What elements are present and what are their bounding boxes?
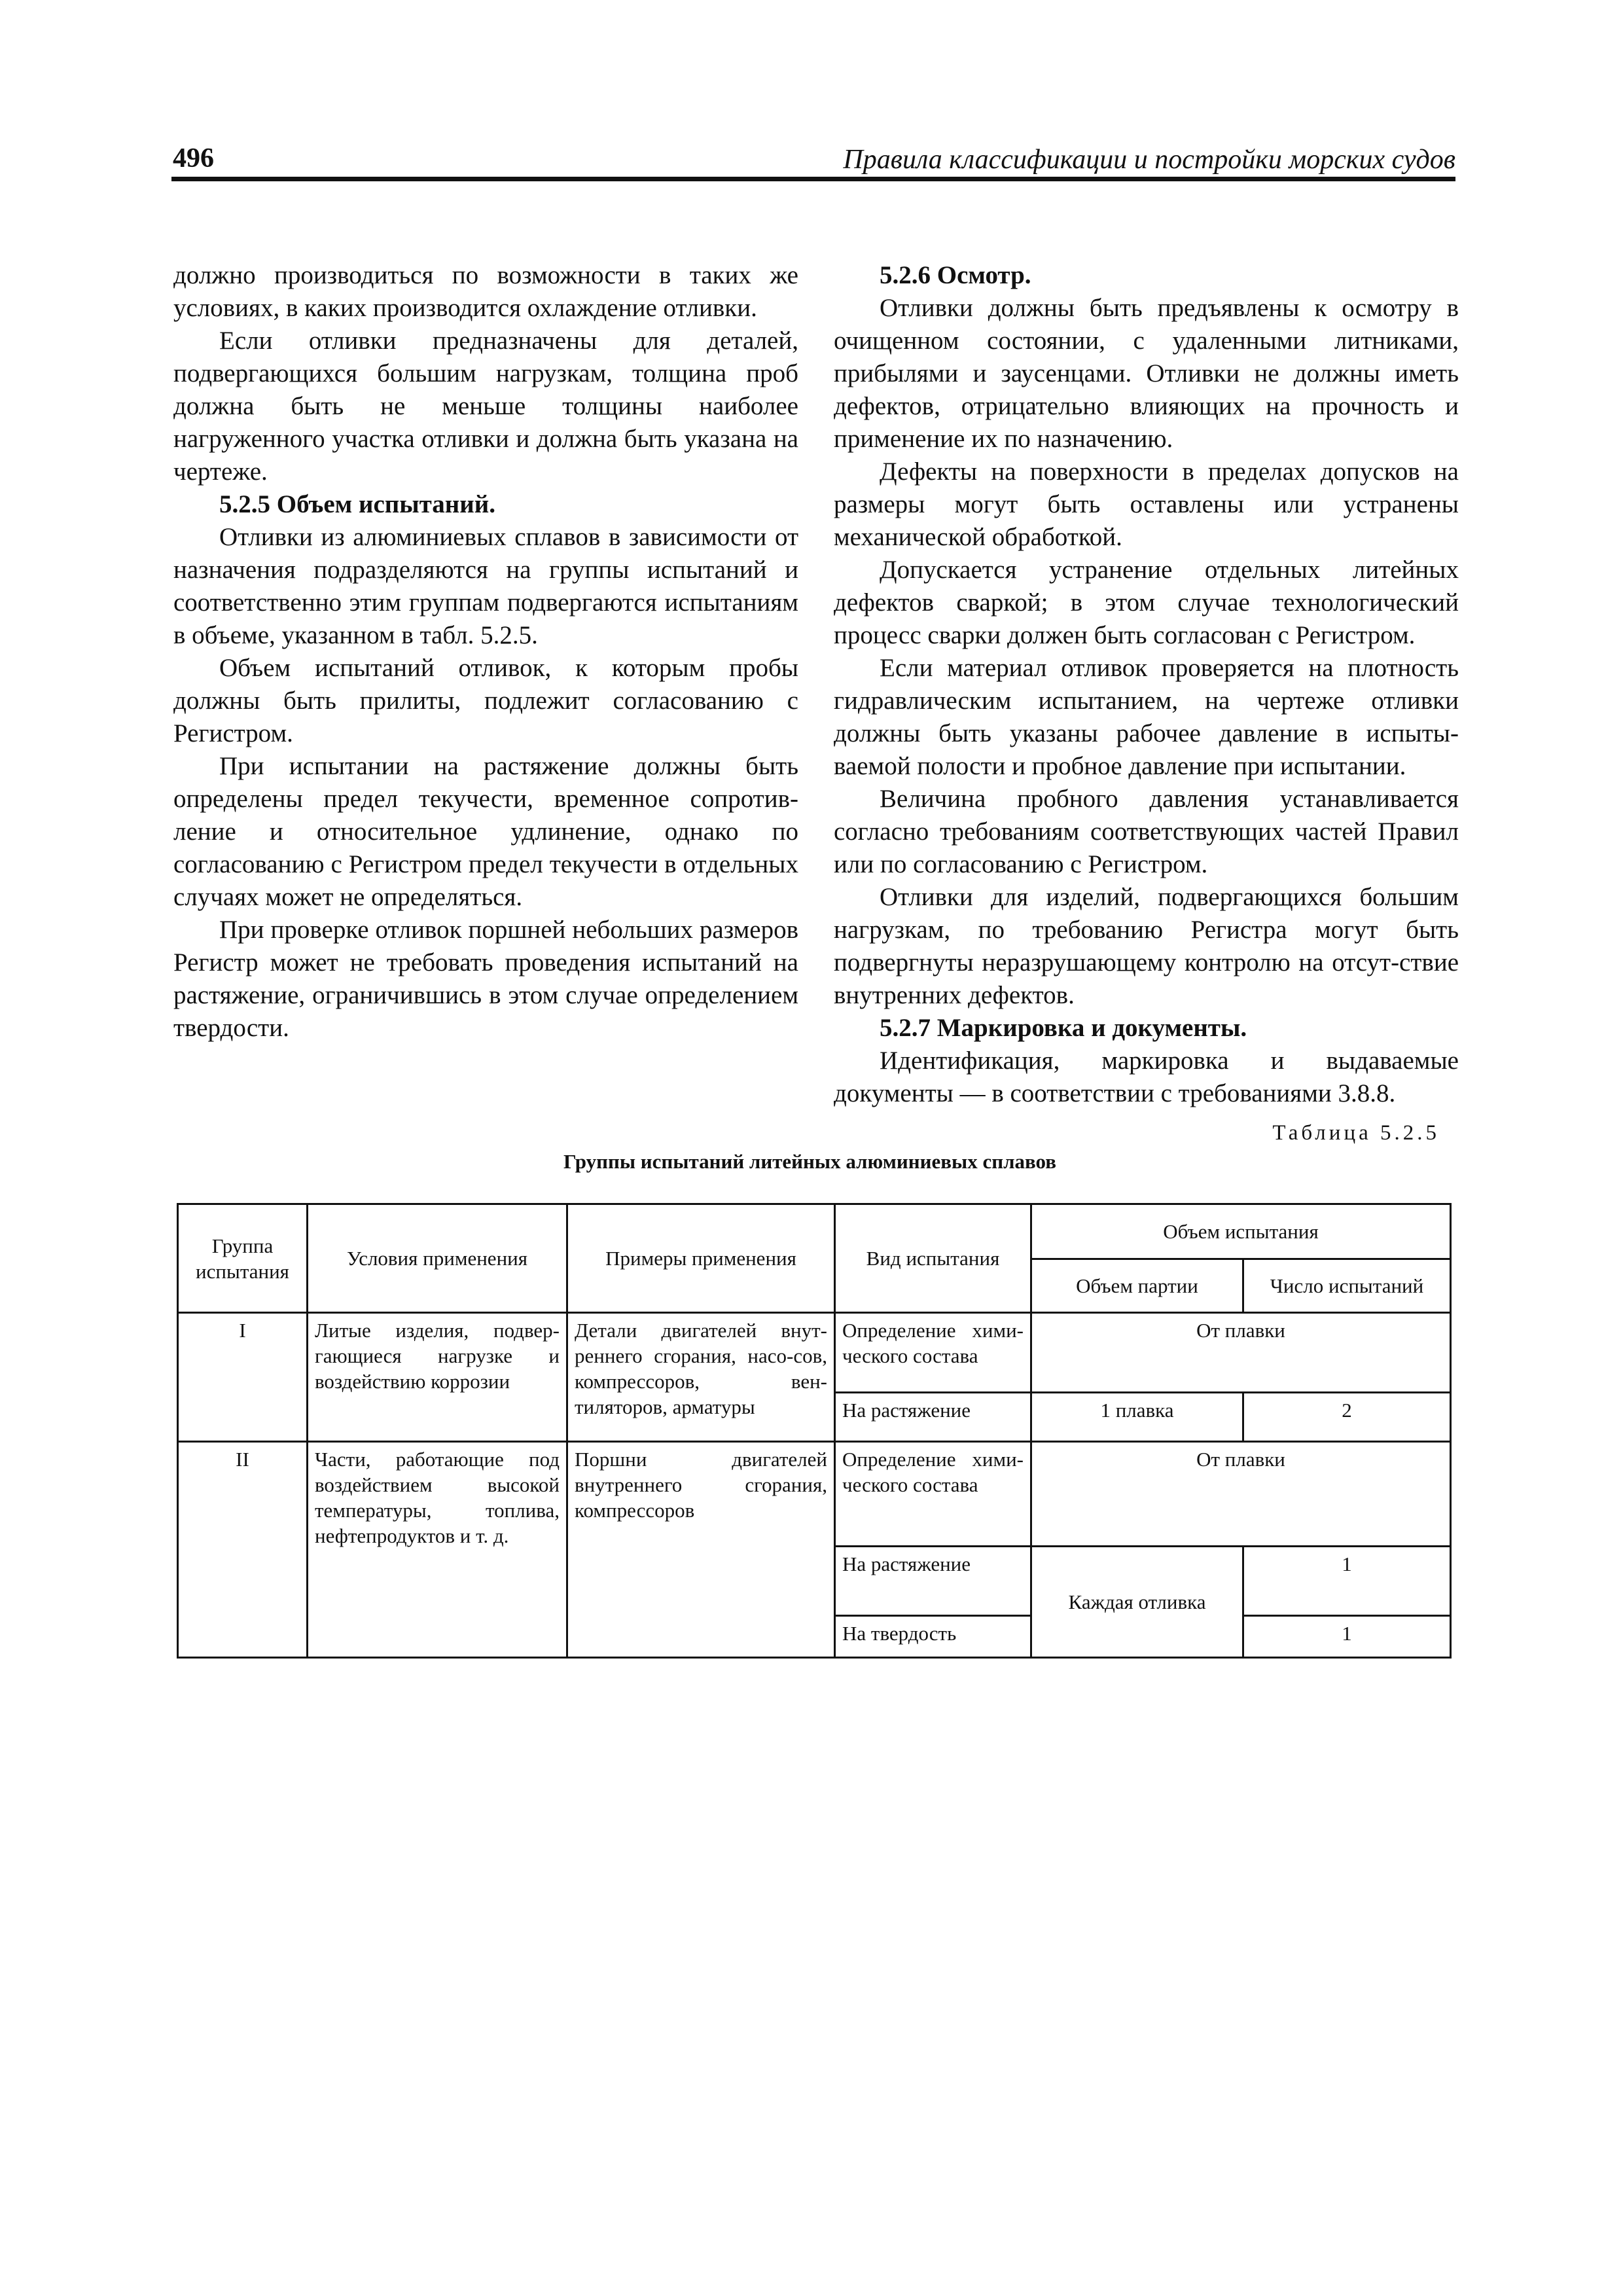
scope-cell: От плавки: [1031, 1313, 1451, 1393]
header-test-type: Вид испытания: [835, 1204, 1031, 1313]
right-column: [834, 259, 1459, 1110]
test-type-cell: На растяжение: [835, 1393, 1031, 1442]
paragraph: При проверке отливок поршней небольших размеров Регистр может не требовать проведения испытаний на растяжение, ограничившись в этом случае определением твердости.: [173, 916, 798, 1042]
paragraph: При испытании на растяжение должны быть определены предел текучести, временное сопротив-ление и относительное удлинение, однако по согласованию с Регистром предел текучести в отдельных случаях может не определяться.: [173, 752, 798, 911]
section-heading-5-2-7: 5.2.7 Маркировка и документы.: [880, 1014, 1247, 1042]
batch-cell: Каждая отливка: [1031, 1547, 1243, 1658]
table-number: Таблица 5.2.5: [1272, 1121, 1440, 1145]
examples-cell: Детали двигателей внут-реннего сгорания, насо-сов, компрессоров, вен-тиляторов, арматуры: [567, 1313, 835, 1442]
paragraph: Отливки должны быть предъявлены к осмотру в очищенном состоянии, с удаленными литниками, прибылями и заусенцами. Отливки не должны иметь дефектов, отрицательно влияющих на прочность и применение их по назначению.: [834, 294, 1459, 453]
paragraph: Если отливки предназначены для деталей, подвергающихся большим нагрузкам, толщина проб должна быть не меньше толщины наиболее нагруженного участка отливки и должна быть указана на чертеже.: [173, 327, 798, 486]
paragraph: Дефекты на поверхности в пределах допусков на размеры могут быть оставлены или устранены механической обработкой.: [834, 457, 1459, 551]
header-count: Число испытаний: [1243, 1259, 1451, 1313]
count-cell: 1: [1243, 1616, 1451, 1658]
batch-cell: 1 плавка: [1031, 1393, 1243, 1442]
header-examples: Примеры применения: [567, 1204, 835, 1313]
table-title: Группы испытаний литейных алюминиевых сплавов: [563, 1150, 1056, 1173]
paragraph: Отливки из алюминиевых сплавов в зависимости от назначения подразделяются на группы испытаний и соответственно этим группам подвергаются испытаниям в объеме, указанном в табл. 5.2.5.: [173, 523, 798, 649]
examples-cell: Поршни двигателей внутреннего сгорания, компрессоров: [567, 1442, 835, 1658]
header-scope: Объем испытания: [1031, 1204, 1451, 1259]
test-type-cell: Определение хими-ческого состава: [835, 1313, 1031, 1393]
page-number: 496: [173, 143, 214, 173]
test-type-cell: На растяжение: [835, 1547, 1031, 1616]
paragraph: Объем испытаний отливок, к которым пробы должны быть прилиты, подлежит согласованию с Регистром.: [173, 654, 798, 747]
test-type-cell: На твердость: [835, 1616, 1031, 1658]
group-id: II: [178, 1442, 308, 1658]
left-column: [173, 259, 798, 1045]
section-heading-5-2-6: 5.2.6 Осмотр.: [880, 261, 1031, 289]
paragraph: Величина пробного давления устанавливается согласно требованиям соответствующих частей Правил или по согласованию с Регистром.: [834, 785, 1459, 878]
paragraph: Отливки для изделий, подвергающихся большим нагрузкам, по требованию Регистра могут быть подвергнуты неразрушающему контролю на отсут-ствие внутренних дефектов.: [834, 883, 1459, 1009]
test-type-cell: Определение хими-ческого состава: [835, 1442, 1031, 1547]
conditions-cell: Части, работающие под воздействием высокой температуры, топлива, нефтепродуктов и т. д.: [308, 1442, 567, 1658]
section-heading-5-2-5: 5.2.5 Объем испытаний.: [219, 490, 495, 518]
count-cell: 2: [1243, 1393, 1451, 1442]
paragraph: должно производиться по возможности в таких же условиях, в каких производится охлаждение отливки.: [173, 261, 798, 322]
paragraph: Если материал отливок проверяется на плотность гидравлическим испытанием, на чертеже отливки должны быть указаны рабочее давление в испыты-ваемой полости и пробное давление при испытании.: [834, 654, 1459, 780]
header-rule: [171, 177, 1455, 181]
paragraph: Идентификация, маркировка и выдаваемые документы — в соответствии с требованиями 3.8.8.: [834, 1047, 1459, 1107]
conditions-cell: Литые изделия, подвер-гающиеся нагрузке и воздействию коррозии: [308, 1313, 567, 1442]
header-conditions: Условия применения: [308, 1204, 567, 1313]
group-id: I: [178, 1313, 308, 1442]
scope-cell: От плавки: [1031, 1442, 1451, 1547]
running-title: Правила классификации и постройки морских судов: [843, 145, 1455, 175]
header-batch: Объем партии: [1031, 1259, 1243, 1313]
count-cell: 1: [1243, 1547, 1451, 1616]
header-group: Группа испытания: [178, 1204, 308, 1313]
test-groups-table: [177, 1203, 1452, 1659]
paragraph: Допускается устранение отдельных литейных дефектов сваркой; в этом случае технологический процесс сварки должен быть согласован с Регистром.: [834, 556, 1459, 649]
